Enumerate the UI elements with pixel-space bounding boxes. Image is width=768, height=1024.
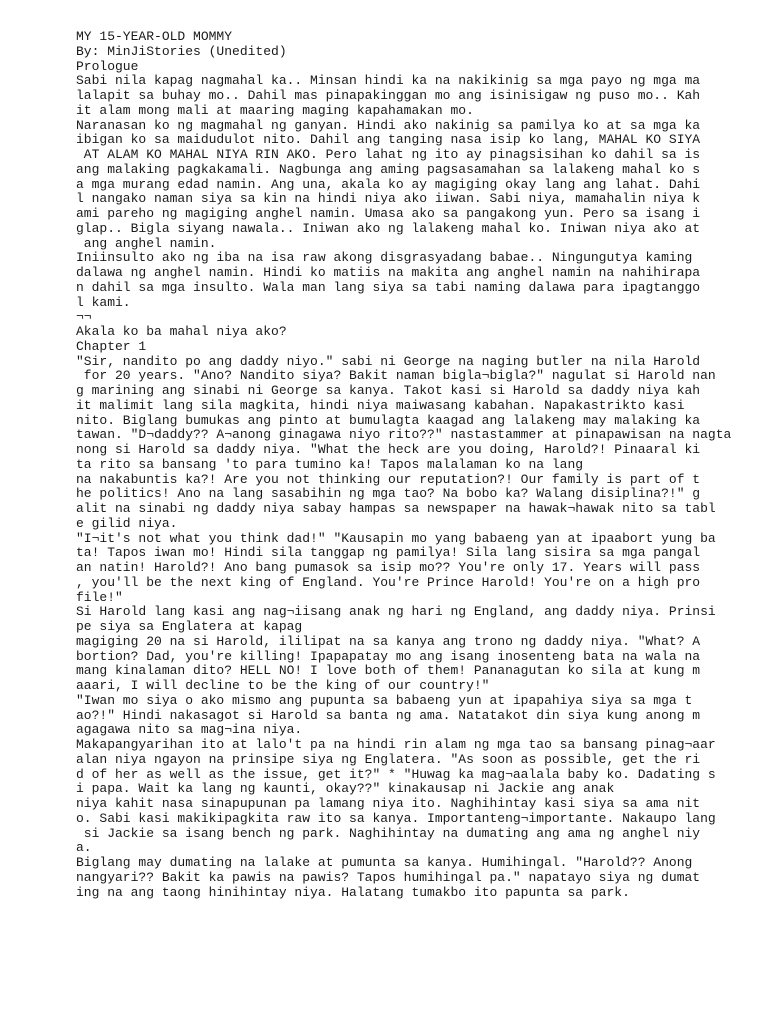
text-line: for 20 years. "Ano? Nandito siya? Bakit naman bigla¬bigla?" nagulat si Harold nan [76, 369, 716, 384]
text-line: mang kinalaman dito? HELL NO! I love both of them! Pananagutan ko sila at kung m [76, 664, 701, 679]
text-line: Chapter 1 [76, 339, 147, 354]
text-line: it alam mong mali at maaring maging kapahamakan mo. [76, 103, 474, 118]
text-line: pe siya sa Englatera at kapag [76, 620, 303, 634]
text-line: a mga murang edad namin. Ang una, akala ko ay magiging okay lang ang lahat. Dahi [76, 177, 701, 192]
text-line: si Jackie sa isang bench ng park. Naghihintay na dumating ang ama ng anghel niy [76, 826, 701, 841]
text-line: ang anghel namin. [76, 236, 217, 251]
text-line: alit na sinabi ng daddy niya sabay hampas sa newspaper na hawak¬hawak nito sa tabl [76, 502, 716, 516]
text-line: l nangako naman siya sa kin na hindi niya ako iiwan. Sabi niya, mamahalin niya k [76, 192, 701, 207]
text-line: "I¬it's not what you think dad!" "Kausapin mo yang babaeng yan at ipaabort yung ba [76, 531, 716, 546]
text-line: niya kahit nasa sinapupunan pa lamang niya ito. Naghihintay kasi siya sa ama nit [76, 797, 701, 811]
text-line: dalawa ng anghel namin. Hindi ko matiis na makita ang anghel namin na nahihirapa [76, 266, 701, 280]
text-line: Naranasan ko ng magmahal ng ganyan. Hindi ako nakinig sa pamilya ko at sa mga ka [76, 118, 701, 133]
text-line: Iniinsulto ako ng iba na isa raw akong disgrasyadang babae.. Ningungutya kaming [76, 251, 693, 266]
text-line: an natin! Harold?! Ano bang pumasok sa isip mo?? You're only 17. Years will pass [76, 561, 701, 575]
text-line: g marining ang sinabi ni George sa kanya. Takot kasi si Harold sa daddy niya kah [76, 384, 701, 398]
text-line: na nakabuntis ka?! Are you not thinking our reputation?! Our family is part of t [76, 472, 701, 487]
text-line: alan niya ngayon na prinsipe siya ng Englatera. "As soon as possible, get the ri [76, 752, 701, 767]
text-line: By: MinJiStories (Unedited) [76, 44, 287, 59]
text-line: Sabi nila kapag nagmahal ka.. Minsan hindi ka na nakikinig sa mga payo ng mga ma [76, 74, 701, 89]
text-line: nong si Harold sa daddy niya. "What the heck are you doing, Harold?! Pinaaral ki [76, 443, 701, 457]
text-line: Akala ko ba mahal niya ako? [76, 325, 287, 339]
text-line: agagawa nito sa mag¬ina niya. [76, 723, 303, 738]
text-line: ami pareho ng magiging anghel namin. Umasa ako sa pangakong yun. Pero sa isang i [76, 207, 701, 221]
text-line: ing na ang taong hinihintay niya. Halatang tumakbo ito papunta sa park. [76, 885, 630, 900]
text-line: tawan. "D¬daddy?? A¬anong ginagawa niyo rito??" nastastammer at pinapawisan na nagta [76, 428, 732, 443]
text-line: glap.. Bigla siyang nawala.. Iniwan ako ng lalakeng mahal ko. Iniwan niya ako at [76, 221, 701, 236]
text-line: , you'll be the next king of England. You're Prince Harold! You're on a high pro [76, 575, 701, 590]
text-line: a. [76, 841, 92, 856]
text-line: nangyari?? Bakit ka pawis na pawis? Tapos humihingal pa." napatayo siya ng dumat [76, 870, 701, 885]
text-line: i papa. Wait ka lang ng kaunti, okay??" kinakausap ni Jackie ang anak [76, 782, 615, 797]
text-line: ao?!" Hindi nakasagot si Harold sa banta ng ama. Natatakot din siya kung anong m [76, 708, 701, 723]
document-page [76, 30, 740, 900]
text-line: aaari, I will decline to be the king of our country!" [76, 679, 490, 693]
text-line: he politics! Ano na lang sasabihin ng mga tao? Na bobo ka? Walang disiplina?!" g [76, 487, 701, 502]
text-line: AT ALAM KO MAHAL NIYA RIN AKO. Pero lahat ng ito ay pinagsisihan ko dahil sa is [76, 148, 701, 162]
text-line: ibigan ko sa maidudulot nito. Dahil ang tanging nasa isip ko lang, MAHAL KO SIYA [76, 133, 701, 148]
text-line: Biglang may dumating na lalake at pumunta sa kanya. Humihingal. "Harold?? Anong [76, 856, 693, 870]
text-line: Prologue [76, 59, 139, 74]
text-line: nito. Biglang bumukas ang pinto at bumulagta kaagad ang lalakeng may malaking ka [76, 413, 701, 428]
text-line: magiging 20 na si Harold, ililipat na sa kanya ang trono ng daddy niya. "What? A [76, 634, 701, 649]
text-line: MY 15-YEAR-OLD MOMMY [76, 30, 233, 44]
text-line: Makapangyarihan ito at lalo't pa na hindi rin alam ng mga tao sa bansang pinag¬aar [76, 738, 716, 752]
text-line: "Sir, nandito po ang daddy niyo." sabi ni George na naging butler na nila Harold [76, 354, 701, 369]
text-line: n dahil sa mga insulto. Wala man lang siya sa tabi naming dalawa para ipagtanggo [76, 280, 701, 295]
text-line: bortion? Dad, you're killing! Ipapapatay mo ang isang inosenteng bata na wala na [76, 649, 701, 664]
text-line: ta rito sa bansang 'to para tumino ka! Tapos malalaman ko na lang [76, 457, 584, 472]
text-line: ¬¬ [76, 310, 92, 325]
text-line: ang malaking pagkakamali. Nagbunga ang aming pagsasamahan sa lalakeng mahal ko s [76, 162, 701, 177]
text-line: ta! Tapos iwan mo! Hindi sila tanggap ng pamilya! Sila lang sisira sa mga pangal [76, 546, 701, 561]
text-line: it malimit lang sila magkita, hindi niya maiwasang kabahan. Napakastrikto kasi [76, 398, 685, 413]
text-line: d of her as well as the issue, get it?" * "Huwag ka mag¬aalala baby ko. Dadating s [76, 767, 716, 782]
text-line: o. Sabi kasi makikipagkita raw ito sa kanya. Importanteng¬importante. Nakaupo lang [76, 811, 716, 826]
text-line: "Iwan mo siya o ako mismo ang pupunta sa babaeng yun at ipapahiya siya sa mga t [76, 693, 693, 708]
text-line: e gilid niya. [76, 516, 178, 531]
text-line: l kami. [76, 295, 131, 310]
text-line: Si Harold lang kasi ang nag¬iisang anak ng hari ng England, ang daddy niya. Prinsi [76, 605, 716, 620]
text-line: file!" [76, 590, 123, 605]
text-line: lalapit sa buhay mo.. Dahil mas pinapakinggan mo ang isinisigaw ng puso mo.. Kah [76, 89, 701, 103]
